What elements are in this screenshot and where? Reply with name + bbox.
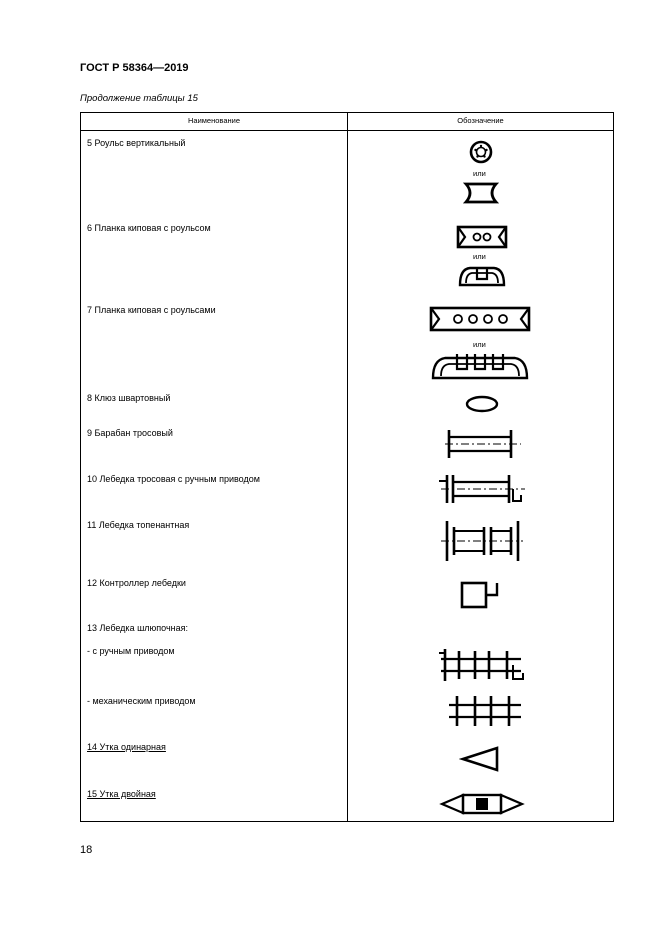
mooring-hawse-oval-icon — [464, 394, 500, 414]
column-header-name: Наименование — [188, 116, 240, 125]
vertical-roller-circle-icon — [467, 138, 495, 166]
table-caption: Продолжение таблицы 15 — [80, 93, 198, 104]
row-label-boat-winch: 13 Лебедка шлюпочная: — [87, 623, 189, 633]
row-label-single-cleat — [87, 742, 166, 752]
boat-winch-manual-icon — [437, 645, 529, 685]
fairlead-plate-roller-alt-icon — [456, 263, 508, 289]
row-label-winch-controller: 12 Контроллер лебедки — [87, 578, 186, 588]
or-label-1: или — [473, 169, 486, 178]
document-header: ГОСТ Р 58364—2019 — [80, 62, 189, 74]
row-label-double-cleat — [87, 789, 156, 799]
or-label-2: или — [473, 252, 486, 261]
row-label-rope-drum: 9 Барабан тросовый — [87, 428, 173, 438]
fairlead-plate-roller-icon — [456, 225, 508, 249]
winch-controller-icon — [459, 575, 505, 611]
page-number: 18 — [80, 844, 93, 856]
row-label-manual-rope-winch: 10 Лебедка тросовая с ручным приводом — [87, 474, 260, 484]
or-label-3: или — [473, 340, 486, 349]
vertical-roller-spool-icon — [463, 181, 499, 205]
single-cleat-triangle-icon — [459, 744, 503, 774]
row-label-topping-winch: 11 Лебедка топенантная — [87, 520, 190, 530]
rope-drum-icon — [443, 427, 523, 461]
fairlead-plate-rollers-alt-icon — [429, 350, 533, 382]
row-label-boat-winch-manual: - с ручным приводом — [87, 646, 175, 656]
double-cleat-icon — [439, 789, 525, 819]
row-label-mooring-hawse: 8 Клюз швартовный — [87, 393, 171, 403]
boat-winch-mechanical-icon — [447, 693, 523, 729]
topping-winch-icon — [439, 517, 525, 565]
row-label-vertical-roller: 5 Роульс вертикальный — [87, 138, 186, 148]
fairlead-plate-rollers-icon — [429, 306, 533, 332]
column-header-designation: Обозначение — [457, 116, 504, 125]
row-label-boat-winch-mechanical: - механическим приводом — [87, 696, 196, 706]
single-cleat-label-text: 14 Утка одинарная — [87, 742, 166, 752]
double-cleat-label-text: 15 Утка двойная — [87, 789, 156, 799]
symbols-table — [80, 112, 614, 822]
manual-rope-winch-icon — [437, 471, 529, 507]
row-label-fairlead-plate-roller: 6 Планка киповая с роульсом — [87, 223, 211, 233]
column-divider — [347, 113, 348, 821]
row-label-fairlead-plate-rollers: 7 Планка киповая с роульсами — [87, 305, 216, 315]
